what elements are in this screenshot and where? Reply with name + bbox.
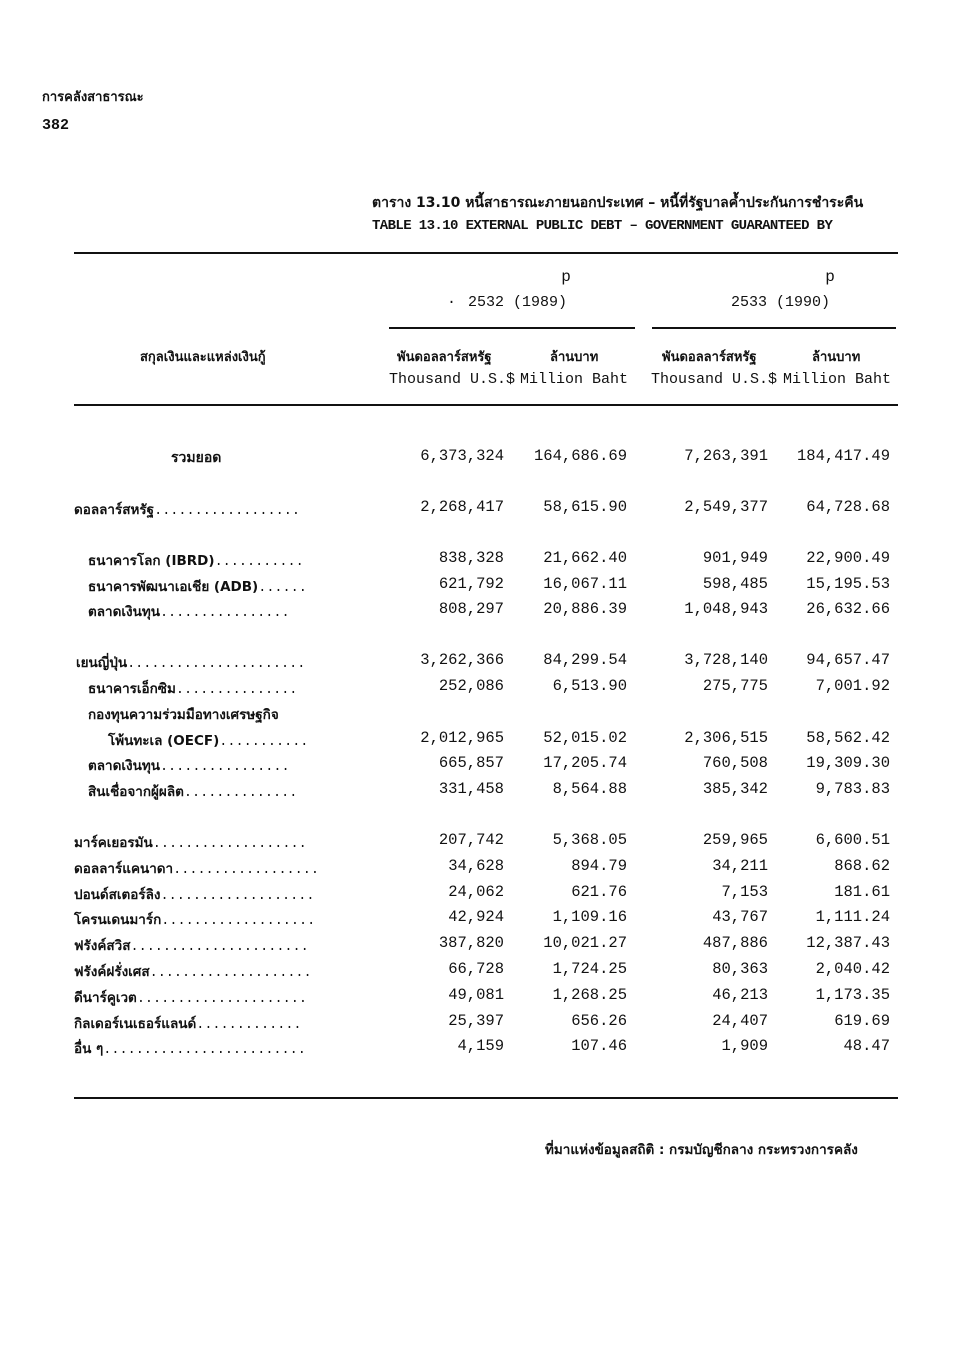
row-label: ธนาคารพัฒนาเอเชีย (ADB)...... [88, 579, 307, 596]
cell-thousand-usd-1989: 207,742 [438, 831, 504, 849]
cell-thousand-usd-1990: 3,728,140 [684, 651, 768, 669]
table-row [74, 1012, 898, 1034]
row-label: ธนาคารโลก (IBRD)........... [88, 553, 304, 570]
cell-thousand-usd-1989: 621,792 [438, 575, 504, 593]
table-row [74, 600, 898, 622]
row-label: โพ้นทะเล (OECF)........... [108, 733, 309, 750]
col-header-en-2: Million Baht [520, 371, 629, 388]
cell-thousand-usd-1989: 331,458 [438, 780, 504, 798]
cell-million-baht-1989: 1,724.25 [552, 960, 627, 978]
cell-thousand-usd-1989: 25,397 [448, 1012, 504, 1030]
cell-million-baht-1989: 16,067.11 [543, 575, 627, 593]
row-label: กิลเดอร์เนเธอร์แลนด์............. [74, 1016, 302, 1033]
col-header-th-3: พันดอลลาร์สหรัฐ [662, 350, 757, 365]
cell-thousand-usd-1990: 2,306,515 [684, 729, 768, 747]
cell-thousand-usd-1990: 259,965 [702, 831, 768, 849]
cell-million-baht-1990: 9,783.83 [815, 780, 890, 798]
cell-thousand-usd-1989: 66,728 [448, 960, 504, 978]
cell-thousand-usd-1989: 252,086 [438, 677, 504, 695]
table-row [74, 831, 898, 853]
year-1-provisional-mark: p [561, 268, 571, 286]
cell-million-baht-1990: 2,040.42 [815, 960, 890, 978]
row-label: มาร์คเยอรมัน................... [74, 835, 307, 852]
stub-header: สกุลเงินและแหล่งเงินกู้ [140, 350, 266, 365]
row-label: กองทุนความร่วมมือทางเศรษฐกิจ [88, 707, 279, 723]
cell-thousand-usd-1989: 2,268,417 [420, 498, 504, 516]
cell-million-baht-1990: 64,728.68 [806, 498, 890, 516]
year-1-label: 2532 (1989) [468, 294, 568, 311]
cell-thousand-usd-1989: 808,297 [438, 600, 504, 618]
col-header-en-4: Million Baht [783, 371, 892, 388]
cell-million-baht-1990: 15,195.53 [806, 575, 890, 593]
row-label: ฟรังค์สวิส...................... [74, 938, 309, 955]
cell-thousand-usd-1990: 760,508 [702, 754, 768, 772]
cell-thousand-usd-1989: 6,373,324 [420, 447, 504, 465]
col-header-en-3: Thousand U.S.$ [651, 371, 778, 388]
table-row [74, 883, 898, 905]
table-row [74, 677, 898, 699]
cell-million-baht-1990: 6,600.51 [815, 831, 890, 849]
table-row [74, 1037, 898, 1059]
cell-thousand-usd-1990: 385,342 [702, 780, 768, 798]
year-2-spanner-rule [652, 327, 896, 329]
cell-thousand-usd-1990: 43,767 [712, 908, 768, 926]
row-label: โครนเดนมาร์ก................... [74, 912, 316, 929]
header-rule [74, 404, 898, 406]
source-note: ที่มาแห่งข้อมูลสถิติ : กรมบัญชีกลาง กระทรวงการคลัง [545, 1142, 858, 1158]
cell-million-baht-1989: 621.76 [571, 883, 627, 901]
table-row [74, 934, 898, 956]
cell-million-baht-1989: 84,299.54 [543, 651, 627, 669]
cell-thousand-usd-1989: 49,081 [448, 986, 504, 1004]
table-title-thai: ตาราง 13.10 หนี้สาธารณะภายนอกประเทศ – หนี้ที่รัฐบาลค้ำประกันการชำระคืน [372, 195, 864, 211]
year-1-spanner-rule [389, 327, 635, 329]
row-label: ธนาคารเอ็กซิม............... [88, 681, 298, 698]
cell-million-baht-1990: 1,173.35 [815, 986, 890, 1004]
year-1-marker: · [447, 294, 457, 311]
cell-million-baht-1990: 58,562.42 [806, 729, 890, 747]
cell-thousand-usd-1990: 901,949 [702, 549, 768, 567]
row-label: ดอลลาร์แคนาดา.................. [74, 861, 319, 878]
table-row [74, 908, 898, 930]
cell-million-baht-1990: 184,417.49 [796, 447, 890, 465]
table-row [74, 754, 898, 776]
cell-thousand-usd-1990: 7,153 [721, 883, 768, 901]
table-row [74, 498, 898, 520]
col-header-th-1: พันดอลลาร์สหรัฐ [397, 350, 492, 365]
year-2-label: 2533 (1990) [731, 294, 831, 311]
cell-thousand-usd-1989: 34,628 [448, 857, 504, 875]
row-label: ตลาดเงินทุน................ [88, 604, 290, 621]
cell-million-baht-1989: 20,886.39 [543, 600, 627, 618]
cell-thousand-usd-1990: 7,263,391 [684, 447, 768, 465]
cell-thousand-usd-1990: 1,909 [721, 1037, 768, 1055]
bottom-rule [74, 1097, 898, 1099]
cell-million-baht-1990: 7,001.92 [815, 677, 890, 695]
cell-thousand-usd-1989: 24,062 [448, 883, 504, 901]
cell-million-baht-1989: 6,513.90 [552, 677, 627, 695]
page-number: 382 [42, 117, 70, 134]
table-row [74, 575, 898, 597]
table-row [74, 651, 898, 673]
row-label: ตลาดเงินทุน................ [88, 758, 290, 775]
cell-million-baht-1990: 22,900.49 [806, 549, 890, 567]
row-label: อื่น ๆ......................... [74, 1041, 306, 1058]
col-header-th-4: ล้านบาท [812, 350, 861, 365]
cell-thousand-usd-1989: 2,012,965 [420, 729, 504, 747]
table-row [74, 703, 898, 725]
top-rule [74, 252, 898, 254]
cell-million-baht-1989: 164,686.69 [533, 447, 627, 465]
cell-million-baht-1990: 26,632.66 [806, 600, 890, 618]
cell-thousand-usd-1990: 46,213 [712, 986, 768, 1004]
cell-million-baht-1989: 107.46 [571, 1037, 627, 1055]
cell-million-baht-1990: 94,657.47 [806, 651, 890, 669]
cell-thousand-usd-1990: 1,048,943 [684, 600, 768, 618]
cell-thousand-usd-1989: 4,159 [457, 1037, 504, 1055]
table-row [74, 549, 898, 571]
cell-thousand-usd-1989: 665,857 [438, 754, 504, 772]
cell-thousand-usd-1990: 598,485 [702, 575, 768, 593]
cell-million-baht-1989: 52,015.02 [543, 729, 627, 747]
col-header-th-2: ล้านบาท [550, 350, 599, 365]
cell-thousand-usd-1989: 838,328 [438, 549, 504, 567]
table-row [74, 447, 898, 469]
table-row [74, 960, 898, 982]
cell-million-baht-1989: 21,662.40 [543, 549, 627, 567]
cell-thousand-usd-1989: 3,262,366 [420, 651, 504, 669]
cell-million-baht-1989: 1,268.25 [552, 986, 627, 1004]
cell-million-baht-1989: 5,368.05 [552, 831, 627, 849]
cell-million-baht-1990: 12,387.43 [806, 934, 890, 952]
cell-thousand-usd-1989: 42,924 [448, 908, 504, 926]
cell-million-baht-1990: 1,111.24 [815, 908, 890, 926]
row-label: รวมยอด [171, 450, 222, 466]
year-2-provisional-mark: p [825, 268, 835, 286]
table-row [74, 729, 898, 751]
cell-million-baht-1990: 48.47 [843, 1037, 890, 1055]
cell-thousand-usd-1990: 24,407 [712, 1012, 768, 1030]
row-label: สินเชื่อจากผู้ผลิต.............. [88, 784, 298, 801]
table-row [74, 780, 898, 802]
table-row [74, 857, 898, 879]
cell-million-baht-1990: 619.69 [834, 1012, 890, 1030]
row-label: ดีนาร์คูเวต..................... [74, 990, 307, 1007]
row-label: เยนญี่ปุ่น...................... [76, 655, 306, 672]
cell-million-baht-1989: 1,109.16 [552, 908, 627, 926]
cell-thousand-usd-1990: 80,363 [712, 960, 768, 978]
cell-thousand-usd-1989: 387,820 [438, 934, 504, 952]
cell-thousand-usd-1990: 34,211 [712, 857, 768, 875]
cell-million-baht-1989: 10,021.27 [543, 934, 627, 952]
row-label: ดอลลาร์สหรัฐ.................. [74, 502, 300, 519]
cell-million-baht-1989: 656.26 [571, 1012, 627, 1030]
row-label: ฟรังค์ฝรั่งเศส.................... [74, 964, 312, 981]
section-header: การคลังสาธารณะ [42, 90, 144, 105]
table-title-english: TABLE 13.10 EXTERNAL PUBLIC DEBT – GOVERNMENT GUARANTEED BY [372, 218, 833, 234]
row-label: ปอนด์สเตอร์ลิง................... [74, 887, 315, 904]
cell-million-baht-1989: 8,564.88 [552, 780, 627, 798]
cell-million-baht-1989: 894.79 [571, 857, 627, 875]
cell-million-baht-1990: 868.62 [834, 857, 890, 875]
col-header-en-1: Thousand U.S.$ [389, 371, 516, 388]
cell-million-baht-1990: 19,309.30 [806, 754, 890, 772]
cell-million-baht-1989: 17,205.74 [543, 754, 627, 772]
cell-thousand-usd-1990: 2,549,377 [684, 498, 768, 516]
cell-thousand-usd-1990: 275,775 [702, 677, 768, 695]
cell-thousand-usd-1990: 487,886 [702, 934, 768, 952]
cell-million-baht-1989: 58,615.90 [543, 498, 627, 516]
table-row [74, 986, 898, 1008]
cell-million-baht-1990: 181.61 [834, 883, 890, 901]
